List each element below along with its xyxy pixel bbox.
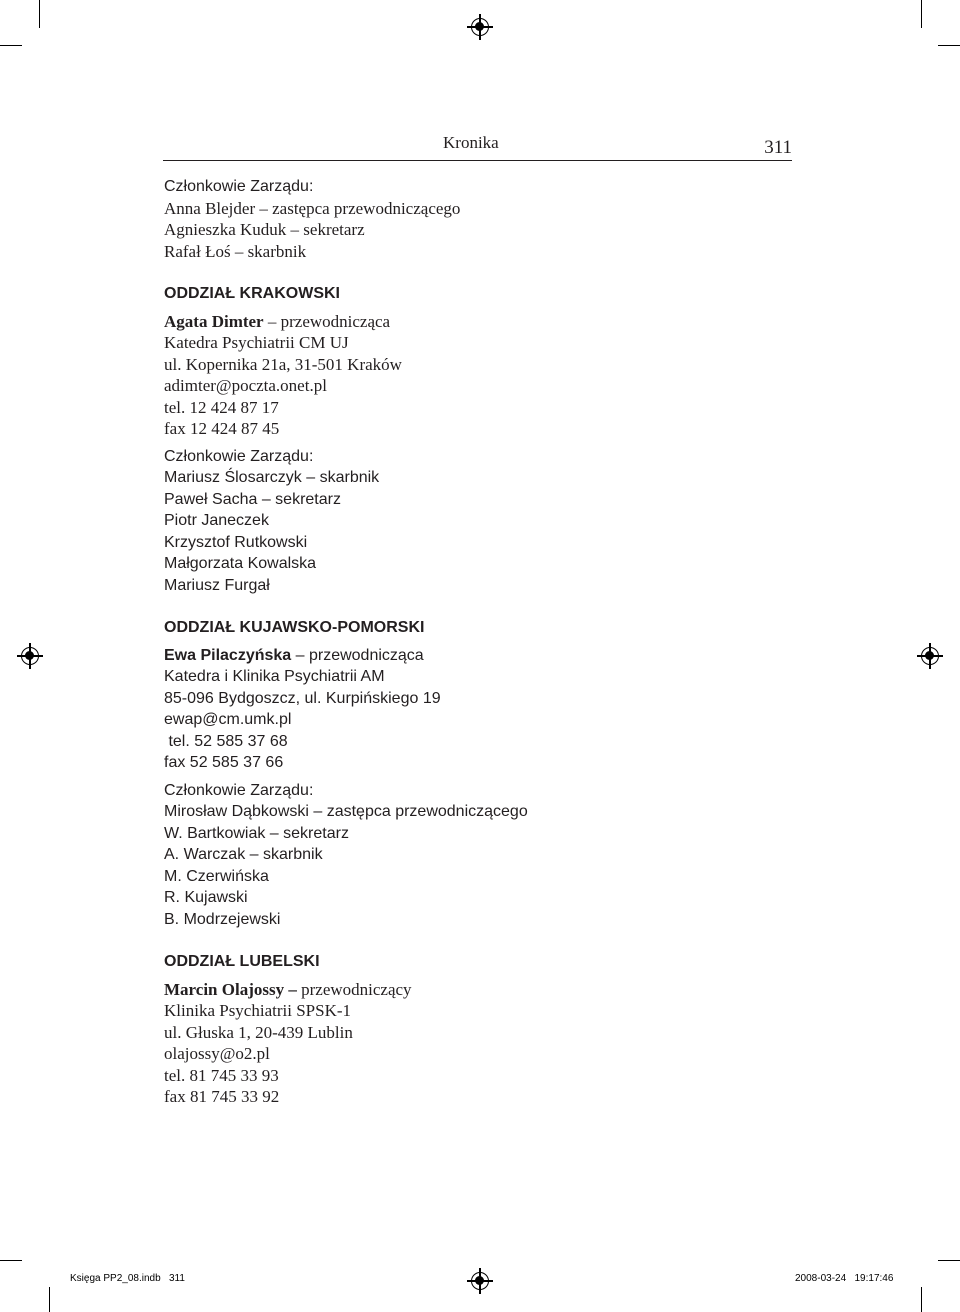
board-member: Paweł Sacha – sekretarz bbox=[164, 490, 341, 508]
crop-mark-bottom-right-vertical bbox=[921, 1287, 922, 1312]
board-heading: Członkowie Zarządu: bbox=[164, 178, 314, 195]
address-line: Klinika Psychiatrii SPSK-1 bbox=[164, 1001, 352, 1020]
registration-mark-bottom-icon bbox=[471, 1272, 489, 1290]
chair-line bbox=[164, 645, 804, 667]
board-member: A. Warczak – skarbnik bbox=[164, 846, 323, 863]
address-line: Katedra Psychiatrii CM UJ bbox=[164, 333, 349, 352]
phone-line: tel. 52 585 37 68 bbox=[164, 732, 288, 750]
crop-mark-top-right-horizontal bbox=[938, 45, 960, 46]
board-member: M. Czerwińska bbox=[164, 867, 269, 885]
board-member: Agnieszka Kuduk – sekretarz bbox=[164, 220, 365, 239]
chair-role: przewodniczący bbox=[296, 979, 412, 999]
section-title: ODDZIAŁ KRAKOWSKI bbox=[164, 285, 340, 302]
chair-name: Agata Dimter bbox=[164, 311, 264, 331]
registration-mark-top-icon bbox=[471, 18, 489, 36]
board-member: Mariusz Ślosarczyk – skarbnik bbox=[164, 469, 380, 486]
crop-mark-bottom-left-vertical bbox=[49, 1287, 50, 1312]
crop-mark-top-left-vertical bbox=[39, 0, 40, 28]
chair-role: – przewodnicząca bbox=[263, 311, 391, 331]
registration-mark-right-icon bbox=[921, 647, 939, 665]
board-member: W. Bartkowiak – sekretarz bbox=[164, 824, 349, 842]
board-member: Rafał Łoś – skarbnik bbox=[164, 241, 307, 261]
board-member: Anna Blejder – zastępca przewodniczącego bbox=[164, 198, 461, 218]
board-member: Piotr Janeczek bbox=[164, 512, 269, 529]
address-line: ul. Kopernika 21a, 31-501 Kraków bbox=[164, 354, 402, 374]
section-krakowski bbox=[164, 283, 804, 596]
address-line: Katedra i Klinika Psychiatrii AM bbox=[164, 668, 385, 685]
chair-name: Marcin Olajossy – bbox=[164, 979, 297, 999]
chair-name: Ewa Pilaczyńska bbox=[164, 646, 292, 664]
email-link[interactable]: adimter@poczta.onet.pl bbox=[164, 376, 327, 395]
board-member: Mirosław Dąbkowski – zastępca przewodniczącego bbox=[164, 803, 528, 820]
page-number: 311 bbox=[764, 137, 792, 158]
board-member: Małgorzata Kowalska bbox=[164, 555, 317, 572]
running-title: Kronika bbox=[443, 133, 499, 152]
section-lubelski bbox=[164, 951, 804, 1108]
board-member: R. Kujawski bbox=[164, 889, 248, 906]
registration-mark-left-icon bbox=[21, 647, 39, 665]
chair-line bbox=[164, 311, 804, 333]
page-content bbox=[164, 176, 804, 1108]
fax-line: fax 81 745 33 92 bbox=[164, 1087, 280, 1106]
board-block-top bbox=[164, 176, 804, 262]
email-link[interactable]: olajossy@o2.pl bbox=[164, 1044, 270, 1063]
section-title: ODDZIAŁ KUJAWSKO-POMORSKI bbox=[164, 619, 425, 636]
fax-line: fax 12 424 87 45 bbox=[164, 419, 280, 438]
section-kujawsko-pomorski bbox=[164, 617, 804, 930]
board-heading: Członkowie Zarządu: bbox=[164, 781, 314, 799]
fax-line: fax 52 585 37 66 bbox=[164, 754, 284, 771]
address-line: ul. Głuska 1, 20-439 Lublin bbox=[164, 1022, 353, 1042]
chair-role: – przewodnicząca bbox=[291, 646, 424, 664]
slug-timestamp: 2008-03-24 19:17:46 bbox=[795, 1273, 894, 1284]
crop-mark-bottom-left-horizontal bbox=[0, 1260, 22, 1261]
crop-mark-top-left-horizontal bbox=[0, 45, 22, 46]
board-member: Krzysztof Rutkowski bbox=[164, 533, 308, 551]
crop-mark-bottom-right-horizontal bbox=[938, 1260, 960, 1261]
phone-line: tel. 81 745 33 93 bbox=[164, 1065, 279, 1085]
board-heading: Członkowie Zarządu: bbox=[164, 447, 314, 465]
email-link[interactable]: ewap@cm.umk.pl bbox=[164, 711, 292, 728]
chair-line bbox=[164, 979, 804, 1001]
board-member: Mariusz Furgał bbox=[164, 576, 270, 594]
crop-mark-top-right-vertical bbox=[921, 0, 922, 28]
section-title: ODDZIAŁ LUBELSKI bbox=[164, 953, 320, 970]
board-member: B. Modrzejewski bbox=[164, 910, 281, 928]
phone-line: tel. 12 424 87 17 bbox=[164, 397, 279, 417]
slug-file-info: Księga PP2_08.indb 311 bbox=[70, 1273, 185, 1284]
address-line: 85-096 Bydgoszcz, ul. Kurpińskiego 19 bbox=[164, 689, 441, 707]
running-header bbox=[163, 130, 792, 161]
